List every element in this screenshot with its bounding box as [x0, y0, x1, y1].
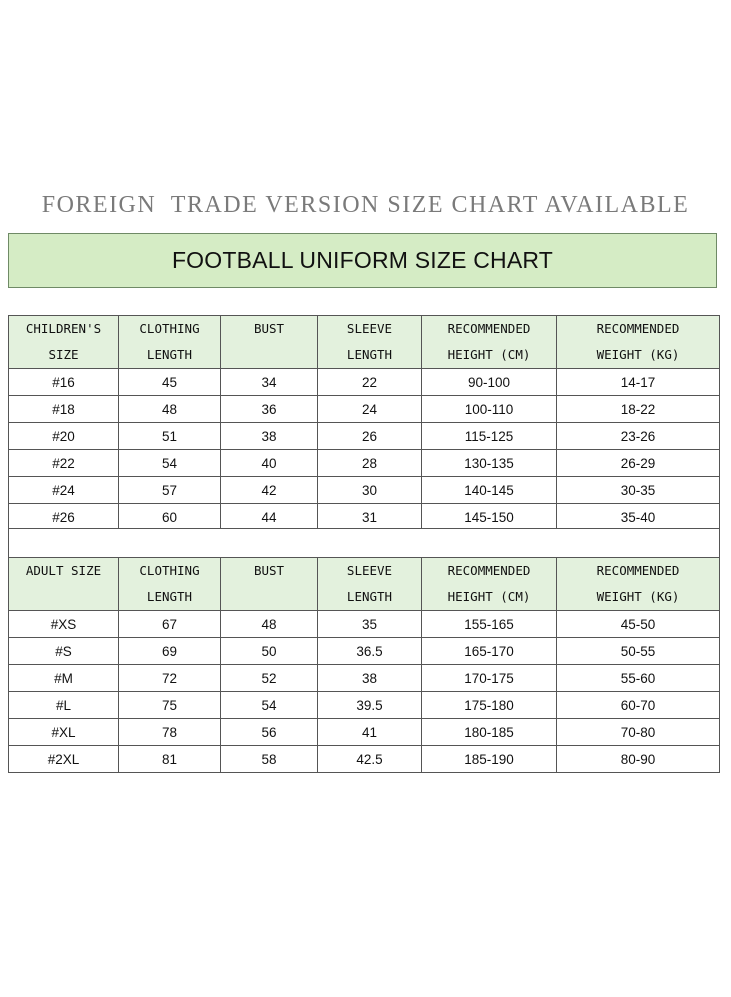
- children-cell: 40: [221, 450, 318, 477]
- children-header-text: CHILDREN'S: [25, 321, 102, 336]
- children-cell: 22: [318, 369, 422, 396]
- children-header-text: CLOTHING: [139, 321, 200, 336]
- children-cell: 26: [318, 423, 422, 450]
- adult-header-cell: [9, 558, 119, 611]
- children-cell: #24: [9, 477, 119, 504]
- children-cell: 130-135: [422, 450, 557, 477]
- adult-cell: 42.5: [318, 746, 422, 773]
- children-header-text: LENGTH: [146, 347, 193, 362]
- adult-header-text: [9, 584, 118, 610]
- children-row: [9, 369, 720, 396]
- adult-header-cell: [422, 558, 557, 611]
- adult-cell: 52: [221, 665, 318, 692]
- children-cell: #18: [9, 396, 119, 423]
- adult-row: [9, 665, 720, 692]
- children-row: [9, 396, 720, 423]
- children-row: [9, 423, 720, 450]
- children-header-text: LENGTH: [346, 347, 393, 362]
- adult-cell: 60-70: [557, 692, 720, 719]
- adult-header-text: RECOMMENDED: [596, 563, 680, 578]
- children-cell: #22: [9, 450, 119, 477]
- adult-cell: #S: [9, 638, 119, 665]
- children-header-row: [9, 316, 720, 369]
- adult-cell: 54: [221, 692, 318, 719]
- children-cell: 23-26: [557, 423, 720, 450]
- adult-cell: 165-170: [422, 638, 557, 665]
- children-cell: 18-22: [557, 396, 720, 423]
- adult-cell: 69: [119, 638, 221, 665]
- adult-row: [9, 638, 720, 665]
- children-header-text: RECOMMENDED: [596, 321, 680, 336]
- adult-header-text: LENGTH: [146, 589, 193, 604]
- adult-cell: #M: [9, 665, 119, 692]
- children-cell: 30: [318, 477, 422, 504]
- adult-row: [9, 746, 720, 773]
- children-cell: 115-125: [422, 423, 557, 450]
- adult-cell: 155-165: [422, 611, 557, 638]
- children-header-text: BUST: [253, 321, 285, 336]
- children-header-text: SIZE: [48, 347, 79, 362]
- children-size-table: [8, 315, 720, 558]
- adult-cell: 80-90: [557, 746, 720, 773]
- adult-header-text: [221, 584, 317, 610]
- children-row: [9, 504, 720, 531]
- children-header-text: WEIGHT (KG): [596, 347, 680, 362]
- children-cell: 26-29: [557, 450, 720, 477]
- adult-cell: #2XL: [9, 746, 119, 773]
- children-header-cell: [119, 316, 221, 369]
- adult-cell: 75: [119, 692, 221, 719]
- children-cell: 100-110: [422, 396, 557, 423]
- children-cell: 140-145: [422, 477, 557, 504]
- adult-cell: 35: [318, 611, 422, 638]
- adult-cell: 58: [221, 746, 318, 773]
- children-cell: 38: [221, 423, 318, 450]
- adult-header-cell: [557, 558, 720, 611]
- children-cell: 51: [119, 423, 221, 450]
- adult-cell: 38: [318, 665, 422, 692]
- children-cell: #20: [9, 423, 119, 450]
- adult-header-cell: [318, 558, 422, 611]
- children-cell: 30-35: [557, 477, 720, 504]
- children-header-cell: [9, 316, 119, 369]
- adult-header-text: RECOMMENDED: [447, 563, 531, 578]
- adult-cell: 78: [119, 719, 221, 746]
- adult-cell: 185-190: [422, 746, 557, 773]
- children-cell: 54: [119, 450, 221, 477]
- adult-header-text: CLOTHING: [139, 563, 200, 578]
- children-cell: #26: [9, 504, 119, 531]
- adult-cell: 50: [221, 638, 318, 665]
- adult-cell: 36.5: [318, 638, 422, 665]
- children-header-text: HEIGHT (CM): [447, 347, 531, 362]
- children-cell: 44: [221, 504, 318, 531]
- adult-size-table: [8, 528, 720, 773]
- table-spacer-cell: [9, 529, 720, 558]
- adult-row: [9, 692, 720, 719]
- adult-cell: 45-50: [557, 611, 720, 638]
- adult-cell: 180-185: [422, 719, 557, 746]
- adult-cell: 81: [119, 746, 221, 773]
- children-cell: 57: [119, 477, 221, 504]
- adult-cell: 55-60: [557, 665, 720, 692]
- adult-cell: 50-55: [557, 638, 720, 665]
- children-cell: #16: [9, 369, 119, 396]
- children-cell: 24: [318, 396, 422, 423]
- adult-header-cell: [221, 558, 318, 611]
- children-header-text: RECOMMENDED: [447, 321, 531, 336]
- adult-cell: 48: [221, 611, 318, 638]
- adult-cell: 56: [221, 719, 318, 746]
- adult-header-text: SLEEVE: [346, 563, 393, 578]
- children-cell: 34: [221, 369, 318, 396]
- children-header-text: [221, 342, 317, 368]
- adult-header-cell: [119, 558, 221, 611]
- adult-header-text: WEIGHT (KG): [596, 589, 680, 604]
- adult-row: [9, 719, 720, 746]
- children-cell: 90-100: [422, 369, 557, 396]
- children-cell: 45: [119, 369, 221, 396]
- table-spacer-row: [9, 529, 720, 558]
- banner-title: FOOTBALL UNIFORM SIZE CHART: [171, 247, 554, 273]
- adult-header-text: HEIGHT (CM): [447, 589, 531, 604]
- children-cell: 35-40: [557, 504, 720, 531]
- adult-cell: 170-175: [422, 665, 557, 692]
- adult-cell: 72: [119, 665, 221, 692]
- adult-header-text: ADULT SIZE: [25, 563, 102, 578]
- children-cell: 60: [119, 504, 221, 531]
- adult-cell: 67: [119, 611, 221, 638]
- adult-row: [9, 611, 720, 638]
- children-header-cell: [221, 316, 318, 369]
- adult-header-text: BUST: [253, 563, 285, 578]
- children-row: [9, 450, 720, 477]
- children-cell: 145-150: [422, 504, 557, 531]
- adult-cell: 41: [318, 719, 422, 746]
- children-cell: 42: [221, 477, 318, 504]
- children-header-cell: [422, 316, 557, 369]
- adult-cell: #XS: [9, 611, 119, 638]
- children-cell: 28: [318, 450, 422, 477]
- children-row: [9, 477, 720, 504]
- children-header-cell: [557, 316, 720, 369]
- adult-header-row: [9, 558, 720, 611]
- adult-cell: 70-80: [557, 719, 720, 746]
- adult-header-text: LENGTH: [346, 589, 393, 604]
- children-header-cell: [318, 316, 422, 369]
- children-cell: 48: [119, 396, 221, 423]
- children-cell: 36: [221, 396, 318, 423]
- chart-banner: [8, 233, 717, 288]
- page-title: FOREIGN TRADE VERSION SIZE CHART AVAILABLE: [41, 192, 690, 218]
- children-header-text: SLEEVE: [346, 321, 393, 336]
- adult-cell: #L: [9, 692, 119, 719]
- children-cell: 31: [318, 504, 422, 531]
- children-cell: 14-17: [557, 369, 720, 396]
- adult-cell: #XL: [9, 719, 119, 746]
- adult-cell: 175-180: [422, 692, 557, 719]
- adult-cell: 39.5: [318, 692, 422, 719]
